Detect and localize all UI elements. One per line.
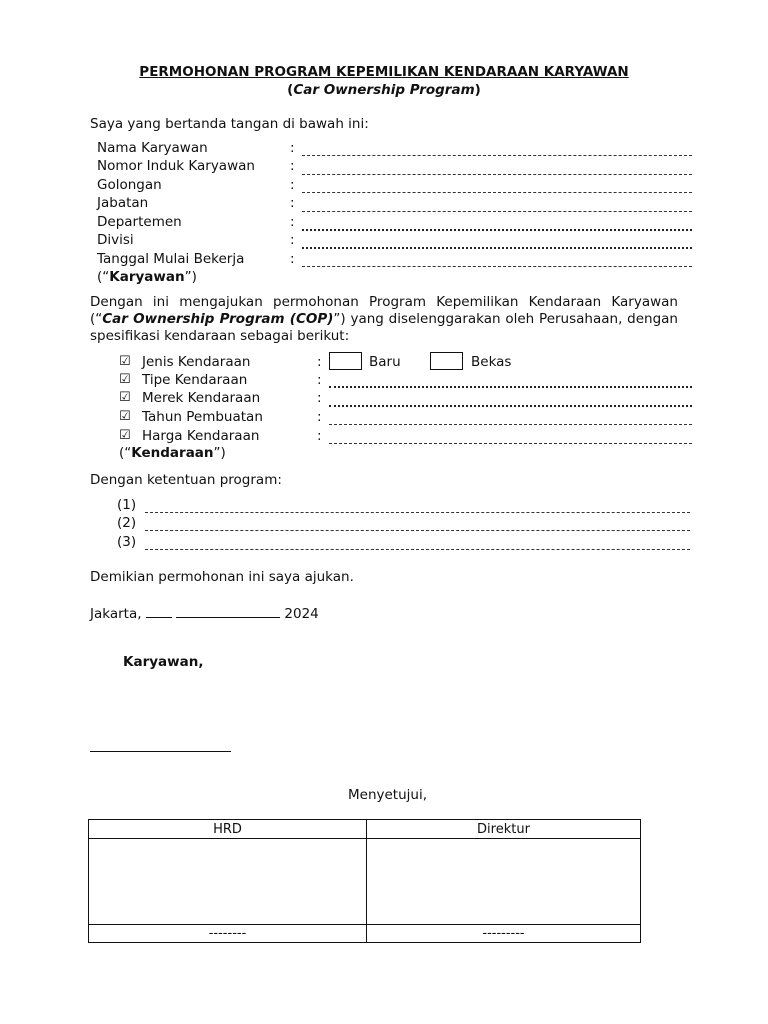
day-blank[interactable] bbox=[146, 603, 172, 618]
field-label-position: Jabatan bbox=[97, 195, 149, 211]
colon: : bbox=[290, 232, 295, 248]
new-vehicle-checkbox[interactable] bbox=[329, 352, 362, 370]
signer-label: Karyawan, bbox=[123, 654, 204, 670]
term-2-fill-line[interactable] bbox=[145, 530, 690, 531]
start-date-fill-line[interactable] bbox=[302, 266, 692, 267]
hrd-signature-cell[interactable] bbox=[89, 839, 367, 925]
employee-id-fill-line[interactable] bbox=[302, 174, 692, 175]
term-1-fill-line[interactable] bbox=[145, 512, 690, 513]
department-fill-line[interactable] bbox=[302, 229, 692, 231]
form-subtitle: (Car Ownership Program) bbox=[287, 82, 481, 98]
checkbox-checked-icon[interactable]: ☑ bbox=[119, 390, 131, 405]
month-blank[interactable] bbox=[176, 603, 280, 618]
name-fill-line[interactable] bbox=[302, 155, 692, 156]
checkbox-checked-icon[interactable]: ☑ bbox=[119, 428, 131, 443]
director-signature-cell[interactable] bbox=[367, 839, 641, 925]
form-title: PERMOHONAN PROGRAM KEPEMILIKAN KENDARAAN KARYAWAN bbox=[139, 64, 629, 80]
field-label-employee-id: Nomor Induk Karyawan bbox=[97, 158, 255, 174]
request-paragraph: Dengan ini mengajukan permohonan Program Kepemilikan Kendaraan Karyawan (“Car Ownership Program (COP)”) yang diselenggarakan oleh Perusahaan, dengan spesifikasi kendaraan sebagai berikut: bbox=[90, 294, 678, 344]
checkbox-checked-icon[interactable]: ☑ bbox=[119, 372, 131, 387]
colon: : bbox=[317, 372, 322, 388]
vehicle-brand-fill-line[interactable] bbox=[329, 405, 692, 407]
place-date: Jakarta, 2024 bbox=[90, 603, 319, 622]
hrd-name-placeholder: -------- bbox=[89, 925, 367, 943]
grade-fill-line[interactable] bbox=[302, 192, 692, 193]
colon: : bbox=[317, 409, 322, 425]
vehicle-label-brand: Merek Kendaraan bbox=[142, 390, 261, 406]
used-vehicle-label: Bekas bbox=[471, 354, 512, 370]
field-label-name: Nama Karyawan bbox=[97, 140, 208, 156]
director-header: Direktur bbox=[367, 820, 641, 839]
term-number: (3) bbox=[117, 534, 137, 550]
used-vehicle-checkbox[interactable] bbox=[430, 352, 463, 370]
vehicle-label-kind: Jenis Kendaraan bbox=[142, 354, 251, 370]
colon: : bbox=[317, 354, 322, 370]
approval-label: Menyetujui, bbox=[348, 787, 428, 803]
vehicle-label-type: Tipe Kendaraan bbox=[142, 372, 248, 388]
colon: : bbox=[317, 390, 322, 406]
vehicle-label-year: Tahun Pembuatan bbox=[142, 409, 263, 425]
colon: : bbox=[290, 251, 295, 267]
closing-statement: Demikian permohonan ini saya ajukan. bbox=[90, 569, 354, 585]
field-label-department: Departemen bbox=[97, 214, 182, 230]
colon: : bbox=[317, 428, 322, 444]
colon: : bbox=[290, 140, 295, 156]
hrd-header: HRD bbox=[89, 820, 367, 839]
field-label-start-date: Tanggal Mulai Bekerja bbox=[97, 251, 245, 267]
field-label-grade: Golongan bbox=[97, 177, 162, 193]
term-3-fill-line[interactable] bbox=[145, 549, 690, 550]
colon: : bbox=[290, 214, 295, 230]
new-vehicle-label: Baru bbox=[369, 354, 401, 370]
approval-table bbox=[88, 819, 641, 943]
position-fill-line[interactable] bbox=[302, 211, 692, 212]
colon: : bbox=[290, 158, 295, 174]
checkbox-checked-icon[interactable]: ☑ bbox=[119, 354, 131, 369]
term-number: (1) bbox=[117, 497, 137, 513]
vehicle-year-fill-line[interactable] bbox=[329, 424, 692, 425]
colon: : bbox=[290, 177, 295, 193]
signature-line[interactable] bbox=[90, 751, 231, 752]
intro-text: Saya yang bertanda tangan di bawah ini: bbox=[90, 116, 369, 132]
employee-alias: (“Karyawan”) bbox=[97, 269, 197, 285]
division-fill-line[interactable] bbox=[302, 247, 692, 249]
director-name-placeholder: --------- bbox=[367, 925, 641, 943]
colon: : bbox=[290, 195, 295, 211]
term-number: (2) bbox=[117, 515, 137, 531]
checkbox-checked-icon[interactable]: ☑ bbox=[119, 409, 131, 424]
terms-intro: Dengan ketentuan program: bbox=[90, 472, 282, 488]
field-label-division: Divisi bbox=[97, 232, 134, 248]
vehicle-type-fill-line[interactable] bbox=[329, 386, 692, 388]
vehicle-price-fill-line[interactable] bbox=[329, 443, 692, 444]
vehicle-label-price: Harga Kendaraan bbox=[142, 428, 260, 444]
vehicle-alias: (“Kendaraan”) bbox=[119, 445, 226, 461]
